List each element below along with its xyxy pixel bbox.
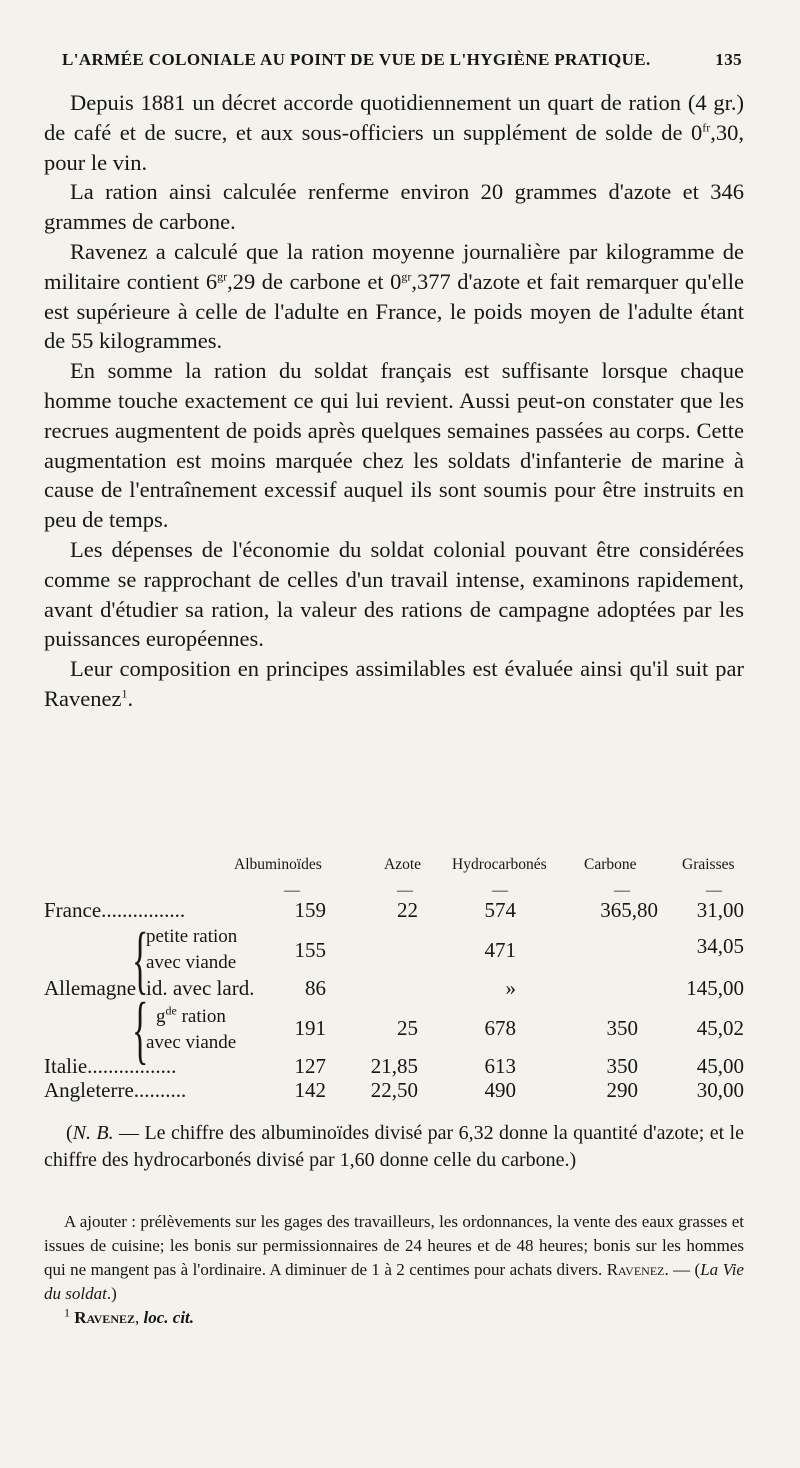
cell-graisses: 45,02 xyxy=(696,1016,744,1040)
row-label: France................ xyxy=(44,898,186,922)
cell-albuminoides: 155 xyxy=(294,938,326,962)
cell-azote: 22 xyxy=(397,898,418,922)
paragraph-6: Leur composition en principes assimilables est évaluée ainsi qu'il suit par Ravenez$^1$. xyxy=(44,656,744,711)
header-carbone: Carbone xyxy=(584,856,637,873)
row-label: Angleterre.......... xyxy=(44,1078,187,1102)
cell-carbone: 350 xyxy=(606,1054,638,1078)
row-label: Italie................. xyxy=(44,1054,177,1078)
cell-azote: 21,85 xyxy=(370,1054,418,1078)
cell-hydrocarbones: 574 xyxy=(484,898,516,922)
cell-carbone: 290 xyxy=(606,1078,638,1102)
group-brace: { xyxy=(132,988,149,1072)
group-brace: { xyxy=(132,918,149,1002)
header-title: L'ARMÉE COLONIALE AU POINT DE VUE DE L'HYGIÈNE PRATIQUE. xyxy=(62,50,651,69)
cell-carbone: 365,80 xyxy=(600,898,658,922)
paragraph-3: Ravenez a calculé que la ration moyenne journalière par kilogramme de militaire contient $6^{gr},29$ de carbone et $0^{gr},377$ d'azote et fait remarquer qu'elle est supérieure à celle de l'adulte en France, le poids moyen de l'adulte étant de 55 kilogrammes. xyxy=(44,238,745,354)
header-rule: — xyxy=(706,882,722,899)
cell-graisses: 45,00 xyxy=(696,1054,744,1078)
cell-hydrocarbones: » xyxy=(505,976,516,1000)
header-rule: — xyxy=(492,882,508,899)
cell-azote: 22,50 xyxy=(370,1078,418,1102)
cell-hydrocarbones: 613 xyxy=(484,1054,516,1078)
cell-azote: 25 xyxy=(397,1016,418,1040)
cell-graisses: 30,00 xyxy=(696,1078,744,1102)
footnotes xyxy=(44,1210,744,1330)
paragraph-1: Depuis 1881 un décret accorde quotidiennement un quart de ration (4 gr.) de café et de sucre, et aux sous-officiers un supplément de solde de $0^{fr},30$, pour le vin. xyxy=(44,90,744,175)
cell-albuminoides: 191 xyxy=(294,1016,326,1040)
header-hydrocarbones: Hydrocarbonés xyxy=(452,856,547,873)
paragraph-4: En somme la ration du soldat français est suffisante lorsque chaque homme touche exactement ce qui lui revient. Aussi peut-on constater que les recrues augmentent de poids après quelques semaines passées au corps. Cette augmentation est moins marquée chez les soldats d'infanterie de marine à cause de l'entraînement excessif auquel ils sont soumis pour être instruits en peu de temps. xyxy=(44,358,744,533)
row-label-line1: petite ration xyxy=(146,926,238,947)
row-group-label: Allemagne xyxy=(44,976,137,1000)
row-label-line2: avec viande xyxy=(146,952,237,973)
header-azote: Azote xyxy=(384,856,422,873)
row-label: id. avec lard. xyxy=(146,976,255,1000)
header-rule: — xyxy=(284,882,300,899)
cell-albuminoides: 142 xyxy=(294,1078,326,1102)
cell-graisses: 34,05 xyxy=(696,934,744,958)
footnote-1: $^1$ Ravenez, loc. cit. xyxy=(64,1305,195,1327)
cell-hydrocarbones: 471 xyxy=(484,938,516,962)
paragraph-5: Les dépenses de l'économie du soldat colonial pouvant être considérées comme se rapprochant de celles d'un travail intense, examinons rapidement, avant d'étudier sa ration, la valeur des rations de campagne adoptées par les puissances européennes. xyxy=(44,536,744,652)
header-rule: — xyxy=(614,882,630,899)
paragraph-2: La ration ainsi calculée renferme environ 20 grammes d'azote et 346 grammes de carbone. xyxy=(44,179,744,235)
cell-hydrocarbones: 490 xyxy=(484,1078,516,1102)
page-number: 135 xyxy=(715,50,742,69)
header-rule: — xyxy=(397,882,413,899)
header-graisses: Graisses xyxy=(682,856,735,873)
main-text xyxy=(44,88,744,714)
footnote-unnumbered: A ajouter : prélèvements sur les gages des travailleurs, les ordonnances, la vente des eaux grasses et issues de cuisine; les bonis sur permissionnaires de 24 heures et de 48 heures; bonis sur les hommes qui ne mangent pas à l'ordinaire. A diminuer de 1 à 2 centimes pour achats divers. Ravenez. — (La Vie du soldat.) xyxy=(44,1212,744,1303)
row-label-line1: $g^{de}$ ration xyxy=(156,1003,226,1027)
header-albuminoides: Albuminoïdes xyxy=(234,856,322,873)
cell-carbone: 350 xyxy=(606,1016,638,1040)
running-header xyxy=(62,50,742,70)
cell-albuminoides: 127 xyxy=(294,1054,326,1078)
table-note: (N. B. — Le chiffre des albuminoïdes divisé par 6,32 donne la quantité d'azote; et le chiffre des hydrocarbonés divisé par 1,60 donne celle du carbone.) xyxy=(44,1122,744,1171)
cell-hydrocarbones: 678 xyxy=(484,1016,516,1040)
cell-albuminoides: 159 xyxy=(294,898,326,922)
cell-graisses: 31,00 xyxy=(696,898,744,922)
row-label-line2: avec viande xyxy=(146,1032,237,1053)
cell-albuminoides: 86 xyxy=(305,976,326,1000)
cell-graisses: 145,00 xyxy=(686,976,744,1000)
